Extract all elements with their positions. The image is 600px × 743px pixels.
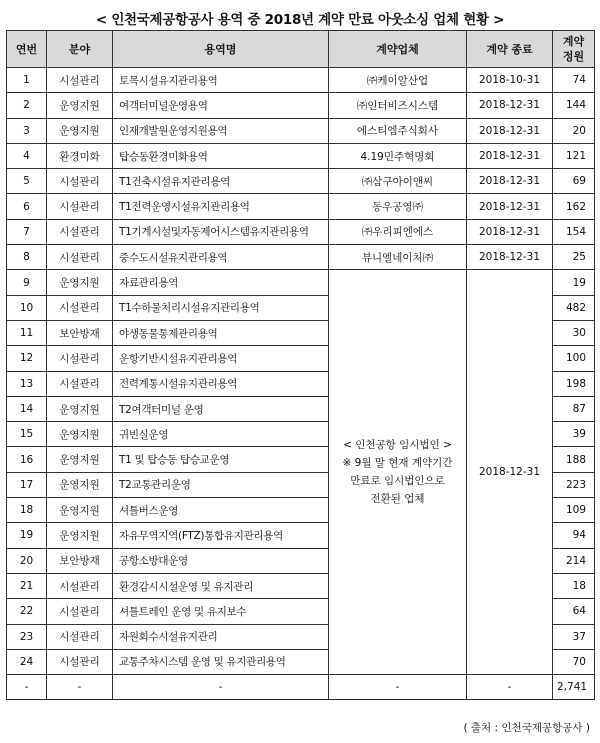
cell-service: 공항소방대운영 <box>113 548 329 573</box>
cell-field: 운영지원 <box>47 472 113 497</box>
cell-service: 전력계통시설유지관리용역 <box>113 371 329 396</box>
cell-field: 운영지원 <box>47 270 113 295</box>
cell-staff: 87 <box>553 396 595 421</box>
header-end: 계약 종료 <box>467 31 553 68</box>
header-staff-line1: 계약 <box>562 35 585 48</box>
cell-no: 9 <box>7 270 47 295</box>
table-row <box>7 93 595 118</box>
cell-service: T1건축시설유지관리용역 <box>113 169 329 194</box>
total-no: - <box>7 675 47 700</box>
cell-field: 시설관리 <box>47 573 113 598</box>
table-row <box>7 143 595 168</box>
cell-staff: 19 <box>553 270 595 295</box>
cell-no: 4 <box>7 143 47 168</box>
cell-end: 2018-10-31 <box>467 68 553 93</box>
cell-no: 3 <box>7 118 47 143</box>
cell-field: 시설관리 <box>47 346 113 371</box>
cell-field: 운영지원 <box>47 422 113 447</box>
cell-staff: 70 <box>553 649 595 674</box>
cell-contractor: ㈜우리피엔에스 <box>329 219 467 244</box>
table-row <box>7 219 595 244</box>
total-row <box>7 675 595 700</box>
header-no: 연번 <box>7 31 47 68</box>
cell-staff: 25 <box>553 245 595 270</box>
cell-no: 10 <box>7 295 47 320</box>
cell-staff: 154 <box>553 219 595 244</box>
cell-field: 시설관리 <box>47 599 113 624</box>
cell-no: 11 <box>7 320 47 345</box>
cell-staff: 144 <box>553 93 595 118</box>
cell-no: 17 <box>7 472 47 497</box>
cell-service: 교통주차시스템 운영 및 유지관리용역 <box>113 649 329 674</box>
cell-staff: 198 <box>553 371 595 396</box>
cell-no: 2 <box>7 93 47 118</box>
table-row <box>7 169 595 194</box>
header-row <box>7 31 595 68</box>
cell-field: 운영지원 <box>47 498 113 523</box>
cell-staff: 18 <box>553 573 595 598</box>
total-contractor: - <box>329 675 467 700</box>
cell-contractor: ㈜인터비즈시스템 <box>329 93 467 118</box>
cell-no: 20 <box>7 548 47 573</box>
cell-service: T1수하물처리시설유지관리용역 <box>113 295 329 320</box>
merged-note-line: 만료로 임시법인으로 <box>350 475 445 488</box>
cell-staff: 223 <box>553 472 595 497</box>
cell-field: 시설관리 <box>47 68 113 93</box>
cell-end: 2018-12-31 <box>467 143 553 168</box>
cell-no: 22 <box>7 599 47 624</box>
cell-field: 시설관리 <box>47 219 113 244</box>
cell-no: 1 <box>7 68 47 93</box>
cell-staff: 162 <box>553 194 595 219</box>
cell-staff: 121 <box>553 143 595 168</box>
cell-field: 시설관리 <box>47 624 113 649</box>
cell-service: T1 및 탑승동 탑승교운영 <box>113 447 329 472</box>
cell-field: 운영지원 <box>47 118 113 143</box>
cell-field: 보안방재 <box>47 320 113 345</box>
cell-no: 16 <box>7 447 47 472</box>
cell-contractor: 4.19민주혁명회 <box>329 143 467 168</box>
source-note: ( 출처 : 인천국제공항공사 ) <box>463 722 590 734</box>
cell-end: 2018-12-31 <box>467 93 553 118</box>
cell-staff: 37 <box>553 624 595 649</box>
cell-staff: 94 <box>553 523 595 548</box>
total-field: - <box>47 675 113 700</box>
cell-service: 야생동물통제관리용역 <box>113 320 329 345</box>
cell-service: 귀빈실운영 <box>113 422 329 447</box>
cell-no: 13 <box>7 371 47 396</box>
cell-field: 시설관리 <box>47 169 113 194</box>
cell-staff: 74 <box>553 68 595 93</box>
cell-end: 2018-12-31 <box>467 118 553 143</box>
cell-field: 운영지원 <box>47 396 113 421</box>
cell-staff: 30 <box>553 320 595 345</box>
cell-service: 셔틀버스운영 <box>113 498 329 523</box>
cell-staff: 188 <box>553 447 595 472</box>
cell-service: T1전력운영시설유지관리용역 <box>113 194 329 219</box>
cell-field: 시설관리 <box>47 649 113 674</box>
header-field: 분야 <box>47 31 113 68</box>
cell-staff: 100 <box>553 346 595 371</box>
cell-no: 6 <box>7 194 47 219</box>
cell-field: 시설관리 <box>47 245 113 270</box>
cell-no: 8 <box>7 245 47 270</box>
cell-staff: 20 <box>553 118 595 143</box>
cell-field: 시설관리 <box>47 295 113 320</box>
cell-service: 자원회수시설유지관리 <box>113 624 329 649</box>
cell-service: 탑승동환경미화용역 <box>113 143 329 168</box>
cell-no: 5 <box>7 169 47 194</box>
contract-table <box>6 30 595 700</box>
cell-service: 중수도시설유지관리용역 <box>113 245 329 270</box>
merged-note-line: ※ 9월 말 현재 계약기간 <box>342 457 453 470</box>
cell-end: 2018-12-31 <box>467 169 553 194</box>
header-staff <box>553 31 595 68</box>
cell-contractor: ㈜케이알산업 <box>329 68 467 93</box>
cell-service: 운항기반시설유지관리용역 <box>113 346 329 371</box>
cell-end-merged: 2018-12-31 <box>467 270 553 675</box>
cell-service: 환경감시시설운영 및 유지관리 <box>113 573 329 598</box>
cell-no: 23 <box>7 624 47 649</box>
cell-staff: 64 <box>553 599 595 624</box>
page-title: < 인천국제공항공사 용역 중 2018년 계약 만료 아웃소싱 업체 현황 > <box>95 12 505 28</box>
table-row <box>7 245 595 270</box>
cell-end: 2018-12-31 <box>467 194 553 219</box>
cell-staff: 482 <box>553 295 595 320</box>
cell-field: 운영지원 <box>47 93 113 118</box>
cell-service: 자유무역지역(FTZ)통합유지관리용역 <box>113 523 329 548</box>
cell-field: 보안방재 <box>47 548 113 573</box>
cell-no: 12 <box>7 346 47 371</box>
cell-contractor: 뷰니엘네이처㈜ <box>329 245 467 270</box>
cell-field: 운영지원 <box>47 447 113 472</box>
cell-no: 21 <box>7 573 47 598</box>
table-row <box>7 118 595 143</box>
merged-note-line: 전환된 업체 <box>370 493 425 506</box>
cell-service: 인재개발원운영지원용역 <box>113 118 329 143</box>
cell-contractor: ㈜삼구아이앤씨 <box>329 169 467 194</box>
cell-staff: 214 <box>553 548 595 573</box>
header-staff-line2: 정원 <box>562 50 585 63</box>
cell-no: 19 <box>7 523 47 548</box>
cell-service: T2교통관리운영 <box>113 472 329 497</box>
cell-no: 24 <box>7 649 47 674</box>
cell-no: 7 <box>7 219 47 244</box>
cell-staff: 109 <box>553 498 595 523</box>
cell-service: T2여객터미널 운영 <box>113 396 329 421</box>
total-service: - <box>113 675 329 700</box>
cell-end: 2018-12-31 <box>467 219 553 244</box>
total-staff: 2,741 <box>553 675 595 700</box>
cell-end: 2018-12-31 <box>467 245 553 270</box>
cell-no: 15 <box>7 422 47 447</box>
cell-service: 셔틀트레인 운영 및 유지보수 <box>113 599 329 624</box>
cell-field: 시설관리 <box>47 371 113 396</box>
cell-contractor: 에스티엠주식회사 <box>329 118 467 143</box>
cell-no: 14 <box>7 396 47 421</box>
merged-note-line: < 인천공항 임시법인 > <box>343 439 452 452</box>
cell-staff: 69 <box>553 169 595 194</box>
cell-contractor-merged <box>329 270 467 675</box>
cell-field: 시설관리 <box>47 194 113 219</box>
cell-contractor: 동우공영㈜ <box>329 194 467 219</box>
table-row <box>7 68 595 93</box>
cell-staff: 39 <box>553 422 595 447</box>
cell-field: 운영지원 <box>47 523 113 548</box>
cell-service: 여객터미널운영용역 <box>113 93 329 118</box>
cell-no: 18 <box>7 498 47 523</box>
cell-service: T1기계시설및자동제어시스템유지관리용역 <box>113 219 329 244</box>
cell-field: 환경미화 <box>47 143 113 168</box>
table-row <box>7 194 595 219</box>
cell-service: 토목시설유지관리용역 <box>113 68 329 93</box>
total-end: - <box>467 675 553 700</box>
header-service: 용역명 <box>113 31 329 68</box>
header-contractor: 계약업체 <box>329 31 467 68</box>
cell-service: 자료관리용역 <box>113 270 329 295</box>
table-row <box>7 270 595 295</box>
